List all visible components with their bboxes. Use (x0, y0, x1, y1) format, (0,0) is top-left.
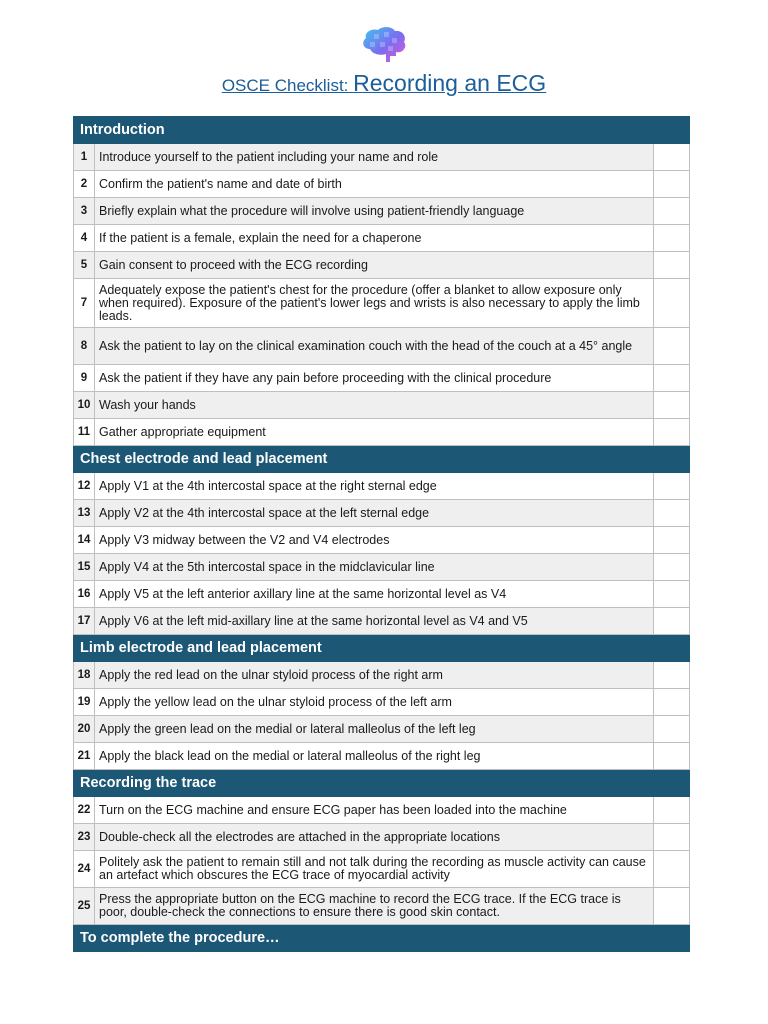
item-text: Apply V3 midway between the V2 and V4 electrodes (95, 527, 654, 554)
checklist-row (74, 328, 690, 365)
brain-icon (360, 26, 408, 64)
item-text: Introduce yourself to the patient including your name and role (95, 144, 654, 171)
item-number: 3 (74, 198, 95, 225)
section-header (74, 446, 690, 473)
item-text: Apply the green lead on the medial or lateral malleolus of the left leg (95, 716, 654, 743)
checkbox-cell[interactable] (653, 554, 689, 581)
item-text: Adequately expose the patient's chest for the procedure (offer a blanket to allow exposure only when required). Exposure of the patient's lower legs and wrists is also necessary to apply the limb leads. (95, 279, 654, 328)
checklist-row (74, 662, 690, 689)
checkbox-cell[interactable] (653, 473, 689, 500)
checkbox-cell[interactable] (653, 365, 689, 392)
checkbox-cell[interactable] (653, 419, 689, 446)
page-title (0, 70, 768, 97)
section-header (74, 925, 690, 952)
checkbox-cell[interactable] (653, 527, 689, 554)
title-prefix: OSCE Checklist: (221, 76, 354, 95)
item-number: 25 (74, 888, 95, 925)
item-text: Ask the patient to lay on the clinical examination couch with the head of the couch at a 45° angle (95, 328, 654, 365)
item-number: 21 (74, 743, 95, 770)
item-text: Ask the patient if they have any pain before proceeding with the clinical procedure (95, 365, 654, 392)
checklist-row (74, 888, 690, 925)
checkbox-cell[interactable] (653, 608, 689, 635)
item-text: Apply the yellow lead on the ulnar styloid process of the left arm (95, 689, 654, 716)
section-header (74, 635, 690, 662)
checklist-row (74, 473, 690, 500)
checklist-row (74, 716, 690, 743)
item-number: 13 (74, 500, 95, 527)
section-title: Introduction (74, 117, 690, 144)
item-number: 8 (74, 328, 95, 365)
item-number: 17 (74, 608, 95, 635)
title-main: Recording an ECG (353, 70, 547, 96)
checkbox-cell[interactable] (653, 328, 689, 365)
checklist-row (74, 279, 690, 328)
checklist-row (74, 554, 690, 581)
checkbox-cell[interactable] (653, 500, 689, 527)
checkbox-cell[interactable] (653, 198, 689, 225)
checkbox-cell[interactable] (653, 888, 689, 925)
checklist-row (74, 419, 690, 446)
item-text: Apply the red lead on the ulnar styloid process of the right arm (95, 662, 654, 689)
item-text: Briefly explain what the procedure will involve using patient-friendly language (95, 198, 654, 225)
item-number: 2 (74, 171, 95, 198)
item-text: Apply V5 at the left anterior axillary line at the same horizontal level as V4 (95, 581, 654, 608)
section-title: Limb electrode and lead placement (74, 635, 690, 662)
checkbox-cell[interactable] (653, 689, 689, 716)
item-number: 20 (74, 716, 95, 743)
checkbox-cell[interactable] (653, 279, 689, 328)
item-number: 23 (74, 824, 95, 851)
item-text: Gather appropriate equipment (95, 419, 654, 446)
checklist-row (74, 171, 690, 198)
item-number: 4 (74, 225, 95, 252)
checklist-row (74, 824, 690, 851)
checkbox-cell[interactable] (653, 581, 689, 608)
item-text: Apply V2 at the 4th intercostal space at the left sternal edge (95, 500, 654, 527)
item-text: Apply the black lead on the medial or lateral malleolus of the right leg (95, 743, 654, 770)
item-number: 19 (74, 689, 95, 716)
item-number: 12 (74, 473, 95, 500)
checklist-row (74, 797, 690, 824)
checklist-table (73, 116, 690, 952)
checklist-row (74, 392, 690, 419)
item-text: Apply V1 at the 4th intercostal space at the right sternal edge (95, 473, 654, 500)
item-number: 14 (74, 527, 95, 554)
item-text: Wash your hands (95, 392, 654, 419)
item-number: 5 (74, 252, 95, 279)
checklist-row (74, 608, 690, 635)
checkbox-cell[interactable] (653, 225, 689, 252)
item-text: Press the appropriate button on the ECG machine to record the ECG trace. If the ECG trace is poor, double-check the connections to ensure there is good skin contact. (95, 888, 654, 925)
item-number: 1 (74, 144, 95, 171)
section-header (74, 770, 690, 797)
checklist-row (74, 851, 690, 888)
checkbox-cell[interactable] (653, 144, 689, 171)
checkbox-cell[interactable] (653, 743, 689, 770)
item-number: 18 (74, 662, 95, 689)
checkbox-cell[interactable] (653, 392, 689, 419)
checklist-row (74, 527, 690, 554)
checklist-row (74, 743, 690, 770)
checkbox-cell[interactable] (653, 252, 689, 279)
item-text: Turn on the ECG machine and ensure ECG paper has been loaded into the machine (95, 797, 654, 824)
checklist-row (74, 689, 690, 716)
checklist-row (74, 500, 690, 527)
checkbox-cell[interactable] (653, 171, 689, 198)
item-number: 15 (74, 554, 95, 581)
item-number: 16 (74, 581, 95, 608)
item-number: 24 (74, 851, 95, 888)
item-text: If the patient is a female, explain the need for a chaperone (95, 225, 654, 252)
section-header (74, 117, 690, 144)
item-number: 7 (74, 279, 95, 328)
item-text: Apply V4 at the 5th intercostal space in the midclavicular line (95, 554, 654, 581)
item-text: Double-check all the electrodes are attached in the appropriate locations (95, 824, 654, 851)
section-title: To complete the procedure… (74, 925, 690, 952)
section-title: Recording the trace (74, 770, 690, 797)
checkbox-cell[interactable] (653, 851, 689, 888)
checkbox-cell[interactable] (653, 716, 689, 743)
checklist-row (74, 252, 690, 279)
checklist-row (74, 198, 690, 225)
item-number: 22 (74, 797, 95, 824)
checklist-row (74, 225, 690, 252)
item-number: 11 (74, 419, 95, 446)
checkbox-cell[interactable] (653, 797, 689, 824)
item-number: 10 (74, 392, 95, 419)
item-text: Apply V6 at the left mid-axillary line at the same horizontal level as V4 and V5 (95, 608, 654, 635)
checkbox-cell[interactable] (653, 824, 689, 851)
item-number: 9 (74, 365, 95, 392)
item-text: Confirm the patient's name and date of birth (95, 171, 654, 198)
checklist-row (74, 581, 690, 608)
item-text: Gain consent to proceed with the ECG recording (95, 252, 654, 279)
checklist-row (74, 365, 690, 392)
checkbox-cell[interactable] (653, 662, 689, 689)
checklist-row (74, 144, 690, 171)
item-text: Politely ask the patient to remain still and not talk during the recording as muscle activity can cause an artefact which obscures the ECG trace of myocardial activity (95, 851, 654, 888)
section-title: Chest electrode and lead placement (74, 446, 690, 473)
